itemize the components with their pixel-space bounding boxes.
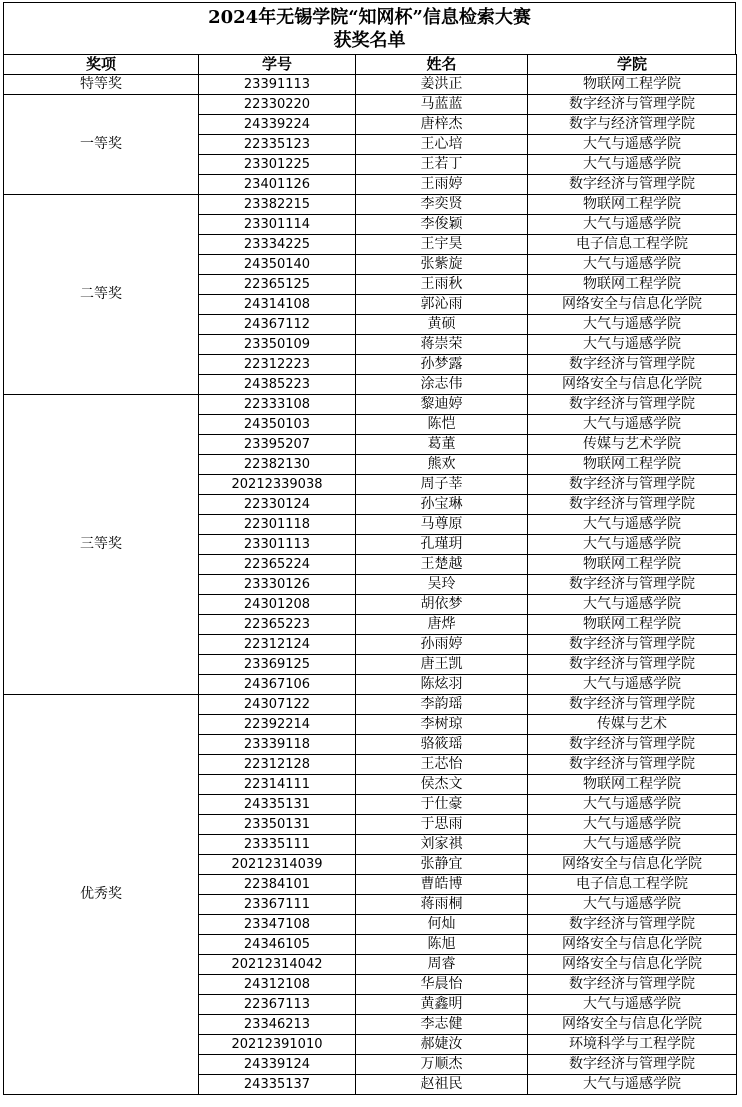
college-cell: 数字经济与管理学院 [528,735,737,755]
student-id-cell: 23382215 [199,195,356,215]
student-id-cell: 23367111 [199,895,356,915]
student-name-cell: 葛董 [356,435,528,455]
student-id-cell: 22301118 [199,515,356,535]
student-name-cell: 熊欢 [356,455,528,475]
header-award: 奖项 [4,55,199,75]
college-cell: 大气与遥感学院 [528,595,737,615]
college-cell: 电子信息工程学院 [528,235,737,255]
student-name-cell: 蒋崇荣 [356,335,528,355]
student-name-cell: 何灿 [356,915,528,935]
student-name-cell: 张静宜 [356,855,528,875]
student-name-cell: 王芯怡 [356,755,528,775]
student-id-cell: 23301114 [199,215,356,235]
student-id-cell: 23347108 [199,915,356,935]
college-cell: 大气与遥感学院 [528,675,737,695]
award-level-cell: 特等奖 [4,75,199,95]
student-id-cell: 20212314039 [199,855,356,875]
student-name-cell: 陈恺 [356,415,528,435]
student-name-cell: 郝婕汝 [356,1035,528,1055]
student-name-cell: 李韵瑶 [356,695,528,715]
header-row [4,55,737,75]
student-id-cell: 20212391010 [199,1035,356,1055]
award-level-cell: 一等奖 [4,95,199,195]
student-name-cell: 周睿 [356,955,528,975]
student-name-cell: 孔瑾玥 [356,535,528,555]
student-name-cell: 吴玲 [356,575,528,595]
college-cell: 物联网工程学院 [528,75,737,95]
college-cell: 传媒与艺术学院 [528,435,737,455]
college-cell: 物联网工程学院 [528,615,737,635]
college-cell: 环境科学与工程学院 [528,1035,737,1055]
student-id-cell: 23395207 [199,435,356,455]
college-cell: 物联网工程学院 [528,455,737,475]
college-cell: 数字经济与管理学院 [528,915,737,935]
college-cell: 数字与经济管理学院 [528,115,737,135]
award-level-cell: 二等奖 [4,195,199,395]
college-cell: 网络安全与信息化学院 [528,1015,737,1035]
student-id-cell: 23369125 [199,655,356,675]
student-id-cell: 23350131 [199,815,356,835]
college-cell: 数字经济与管理学院 [528,175,737,195]
student-id-cell: 22365224 [199,555,356,575]
student-id-cell: 23301113 [199,535,356,555]
college-cell: 数字经济与管理学院 [528,975,737,995]
college-cell: 数字经济与管理学院 [528,475,737,495]
college-cell: 电子信息工程学院 [528,875,737,895]
student-name-cell: 黄鑫明 [356,995,528,1015]
college-cell: 大气与遥感学院 [528,815,737,835]
student-id-cell: 24346105 [199,935,356,955]
student-id-cell: 24385223 [199,375,356,395]
college-cell: 数字经济与管理学院 [528,755,737,775]
college-cell: 网络安全与信息化学院 [528,935,737,955]
college-cell: 物联网工程学院 [528,555,737,575]
college-cell: 大气与遥感学院 [528,895,737,915]
college-cell: 大气与遥感学院 [528,335,737,355]
college-cell: 数字经济与管理学院 [528,355,737,375]
student-name-cell: 孙梦露 [356,355,528,375]
college-cell: 网络安全与信息化学院 [528,855,737,875]
student-name-cell: 王雨秋 [356,275,528,295]
college-cell: 大气与遥感学院 [528,995,737,1015]
header-name: 姓名 [356,55,528,75]
table-row [4,75,737,95]
college-cell: 数字经济与管理学院 [528,695,737,715]
student-name-cell: 李俊颖 [356,215,528,235]
college-cell: 大气与遥感学院 [528,315,737,335]
college-cell: 物联网工程学院 [528,195,737,215]
table-row [4,395,737,415]
student-id-cell: 22335123 [199,135,356,155]
college-cell: 传媒与艺术 [528,715,737,735]
document-title [3,2,736,54]
title-line-2: 获奖名单 [333,30,406,51]
college-cell: 数字经济与管理学院 [528,635,737,655]
award-level-cell: 优秀奖 [4,695,199,1095]
award-level-cell: 三等奖 [4,395,199,695]
college-cell: 数字经济与管理学院 [528,575,737,595]
student-name-cell: 周子莘 [356,475,528,495]
award-table [3,54,737,1095]
header-student-id: 学号 [199,55,356,75]
student-name-cell: 孙雨婷 [356,635,528,655]
college-cell: 物联网工程学院 [528,275,737,295]
college-cell: 大气与遥感学院 [528,135,737,155]
college-cell: 大气与遥感学院 [528,835,737,855]
student-id-cell: 23335111 [199,835,356,855]
student-name-cell: 侯杰文 [356,775,528,795]
college-cell: 大气与遥感学院 [528,215,737,235]
student-name-cell: 赵祖民 [356,1075,528,1095]
award-list-sheet [3,2,736,1095]
student-name-cell: 李志健 [356,1015,528,1035]
student-name-cell: 王若丁 [356,155,528,175]
student-id-cell: 23391113 [199,75,356,95]
student-name-cell: 于仕豪 [356,795,528,815]
student-id-cell: 24312108 [199,975,356,995]
student-id-cell: 23301225 [199,155,356,175]
student-id-cell: 22314111 [199,775,356,795]
student-id-cell: 24339124 [199,1055,356,1075]
student-id-cell: 24335131 [199,795,356,815]
table-row [4,195,737,215]
table-row [4,695,737,715]
student-name-cell: 华晨怡 [356,975,528,995]
student-id-cell: 22384101 [199,875,356,895]
student-id-cell: 24314108 [199,295,356,315]
student-id-cell: 23334225 [199,235,356,255]
student-id-cell: 24350140 [199,255,356,275]
header-college: 学院 [528,55,737,75]
student-id-cell: 22365223 [199,615,356,635]
student-name-cell: 王宇昊 [356,235,528,255]
student-id-cell: 24367106 [199,675,356,695]
college-cell: 大气与遥感学院 [528,155,737,175]
student-id-cell: 22367113 [199,995,356,1015]
student-name-cell: 胡依梦 [356,595,528,615]
student-id-cell: 22312128 [199,755,356,775]
title-line-1: 2024年无锡学院“知网杯”信息检索大赛 [208,7,531,28]
student-name-cell: 唐梓杰 [356,115,528,135]
college-cell: 大气与遥感学院 [528,515,737,535]
student-id-cell: 24301208 [199,595,356,615]
student-name-cell: 马蓝蓝 [356,95,528,115]
student-id-cell: 22392214 [199,715,356,735]
student-name-cell: 李奕贤 [356,195,528,215]
college-cell: 物联网工程学院 [528,775,737,795]
student-name-cell: 黄硕 [356,315,528,335]
student-id-cell: 23330126 [199,575,356,595]
student-id-cell: 24335137 [199,1075,356,1095]
student-id-cell: 22312124 [199,635,356,655]
student-name-cell: 王楚越 [356,555,528,575]
student-id-cell: 23346213 [199,1015,356,1035]
college-cell: 数字经济与管理学院 [528,495,737,515]
student-name-cell: 唐王凯 [356,655,528,675]
student-id-cell: 24307122 [199,695,356,715]
student-name-cell: 涂志伟 [356,375,528,395]
student-id-cell: 22312223 [199,355,356,375]
student-name-cell: 李树琼 [356,715,528,735]
student-name-cell: 刘家祺 [356,835,528,855]
college-cell: 网络安全与信息化学院 [528,295,737,315]
student-name-cell: 骆筱瑶 [356,735,528,755]
college-cell: 大气与遥感学院 [528,1075,737,1095]
student-name-cell: 万顺杰 [356,1055,528,1075]
student-name-cell: 曹皓博 [356,875,528,895]
student-name-cell: 郭沁雨 [356,295,528,315]
college-cell: 大气与遥感学院 [528,415,737,435]
student-id-cell: 20212339038 [199,475,356,495]
college-cell: 大气与遥感学院 [528,255,737,275]
student-name-cell: 黎迪婷 [356,395,528,415]
student-id-cell: 23401126 [199,175,356,195]
college-cell: 数字经济与管理学院 [528,655,737,675]
student-name-cell: 姜洪正 [356,75,528,95]
student-name-cell: 蒋雨桐 [356,895,528,915]
student-id-cell: 23339118 [199,735,356,755]
student-name-cell: 孙宝琳 [356,495,528,515]
student-id-cell: 24339224 [199,115,356,135]
student-id-cell: 20212314042 [199,955,356,975]
student-name-cell: 王心培 [356,135,528,155]
student-name-cell: 张紫旋 [356,255,528,275]
student-id-cell: 22382130 [199,455,356,475]
student-name-cell: 于思雨 [356,815,528,835]
student-name-cell: 陈旭 [356,935,528,955]
student-id-cell: 24367112 [199,315,356,335]
student-name-cell: 马尊原 [356,515,528,535]
college-cell: 大气与遥感学院 [528,795,737,815]
college-cell: 数字经济与管理学院 [528,1055,737,1075]
college-cell: 大气与遥感学院 [528,535,737,555]
table-row [4,95,737,115]
table-body [4,75,737,1095]
student-name-cell: 陈炫羽 [356,675,528,695]
student-id-cell: 22330124 [199,495,356,515]
student-id-cell: 22330220 [199,95,356,115]
college-cell: 网络安全与信息化学院 [528,375,737,395]
college-cell: 数字经济与管理学院 [528,95,737,115]
student-id-cell: 22365125 [199,275,356,295]
college-cell: 网络安全与信息化学院 [528,955,737,975]
student-id-cell: 23350109 [199,335,356,355]
college-cell: 数字经济与管理学院 [528,395,737,415]
student-name-cell: 王雨婷 [356,175,528,195]
student-id-cell: 24350103 [199,415,356,435]
student-name-cell: 唐烨 [356,615,528,635]
student-id-cell: 22333108 [199,395,356,415]
